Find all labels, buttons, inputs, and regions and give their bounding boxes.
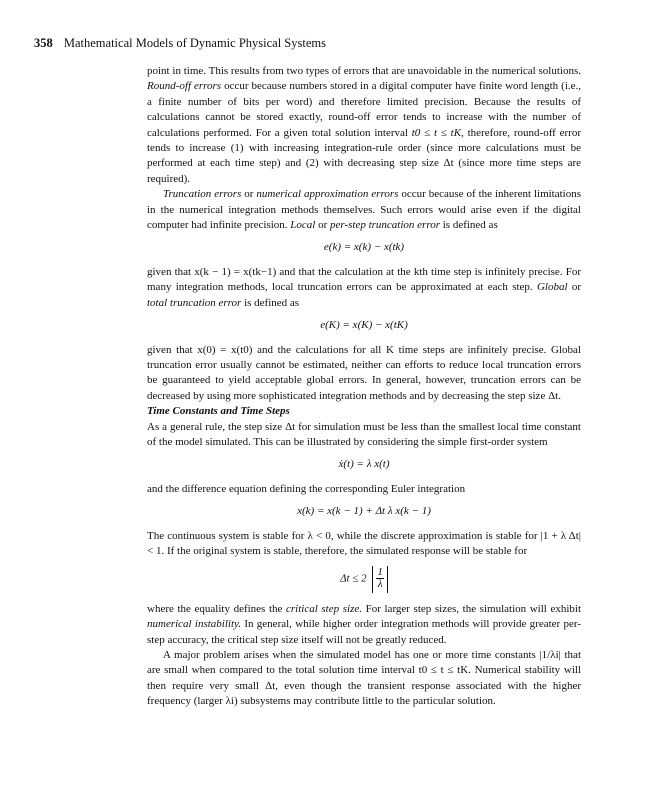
text: occur because of the inherent limitations in the numerical integration methods themselves. Such errors would arise even if the digital computer had infinite precision.: [147, 188, 582, 232]
equation-global-error: e(K) = x(K) − x(tK): [320, 319, 408, 332]
term-local: Local: [290, 219, 316, 232]
interval: t0 ≤ t ≤ tK: [411, 126, 462, 139]
paragraph-critical: [147, 602, 581, 648]
text: or: [318, 219, 328, 232]
page-header: [34, 36, 326, 51]
text: occur because numbers stored in a digital computer have finite word length (i.e., a finite number of bits per word) and therefore limited precision. Because the results of calculations cannot be stored exactly, round-off error tends to increase with the number of calculations performed. For a given total solution interval: [147, 80, 582, 139]
text: where the equality defines the: [147, 602, 283, 615]
text: , therefore, round-off error tends to increase (1) with increasing integration-rule order (since more calculations must be performed at each time step) and (2) with decreasing step size Δt (since more time steps are required).: [147, 126, 581, 185]
term-numerical-instability: numerical instability.: [147, 618, 242, 631]
term-global: Global: [536, 281, 568, 294]
eq-lhs: Δt ≤ 2: [340, 573, 367, 586]
text: or: [571, 281, 582, 294]
term-total-truncation: total truncation error: [147, 296, 242, 309]
running-title: Mathematical Models of Dynamic Physical Systems: [63, 36, 326, 50]
paragraph-roundoff: [147, 64, 581, 187]
paragraph-difference: and the difference equation defining the corresponding Euler integration: [147, 482, 466, 495]
page-body: [147, 64, 581, 710]
term-numerical-approximation: numerical approximation errors: [256, 188, 399, 201]
paragraph-step-size: As a general rule, the step size Δt for simulation must be less than the smallest local time constant of the model simulated. This can be illustrated by considering the simple first-order system: [147, 420, 581, 448]
term-critical-step: critical step size.: [286, 602, 362, 615]
page-number: 358: [34, 36, 53, 50]
term-per-step: per-step truncation error: [330, 219, 440, 232]
text: is defined as: [442, 219, 498, 232]
equation-critical-step: [147, 566, 581, 592]
abs-fraction: [372, 566, 388, 592]
text: or: [244, 188, 254, 201]
paragraph-truncation: [147, 187, 581, 233]
term-truncation-errors: Truncation errors: [163, 188, 242, 201]
text: given that x(k − 1) = x(tk−1) and that the calculation at the kth time step is infinitely precise. For many integration methods, local truncation errors can be approximated at each step.: [147, 265, 581, 294]
numerator: 1: [377, 566, 383, 579]
paragraph-stability: The continuous system is stable for λ < 0, while the discrete approximation is stable for |1 + λ Δt| < 1. If the original system is stable, therefore, the simulated response will be stable for: [147, 529, 581, 557]
equation-euler: x(k) = x(k − 1) + Δt λ x(k − 1): [297, 505, 431, 518]
text: point in time. This results from two types of errors that are unavoidable in the numerical solutions.: [147, 65, 581, 77]
term-roundoff-errors: Round-off errors: [147, 80, 222, 93]
equation-local-error: e(k) = x(k) − x(tk): [323, 241, 405, 254]
fraction: [376, 566, 384, 590]
text: For larger step sizes, the simulation will exhibit: [365, 602, 582, 615]
text: is defined as: [244, 296, 300, 309]
text: In general, while higher order integration methods will provide greater per-step accuracy, the critical step size itself will not be greatly reduced.: [147, 618, 581, 646]
section-heading: Time Constants and Time Steps: [147, 405, 290, 418]
paragraph-global-estimate: given that x(0) = x(t0) and the calculations for all K time steps are infinitely precise. Global truncation error usually cannot be estimated, neither can efforts to reduce local truncation errors be guaranteed to yield acceptable global errors. In general, however, truncation errors can be decreased by using more sophisticated integration methods and by decreasing the step size Δt.: [147, 343, 581, 402]
paragraph-time-constants: A major problem arises when the simulated model has one or more time constants |1/λi| that are small when compared to the total solution time interval t0 ≤ t ≤ tK. Numerical stability will then require very small Δt, even though the transient response associated with the higher frequency (larger λi) subsystems may contribute little to the particular solution.: [147, 649, 581, 708]
equation-first-order: ẋ(t) = λ x(t): [338, 458, 390, 471]
paragraph-global: [147, 265, 581, 311]
denominator: λ: [377, 578, 383, 591]
